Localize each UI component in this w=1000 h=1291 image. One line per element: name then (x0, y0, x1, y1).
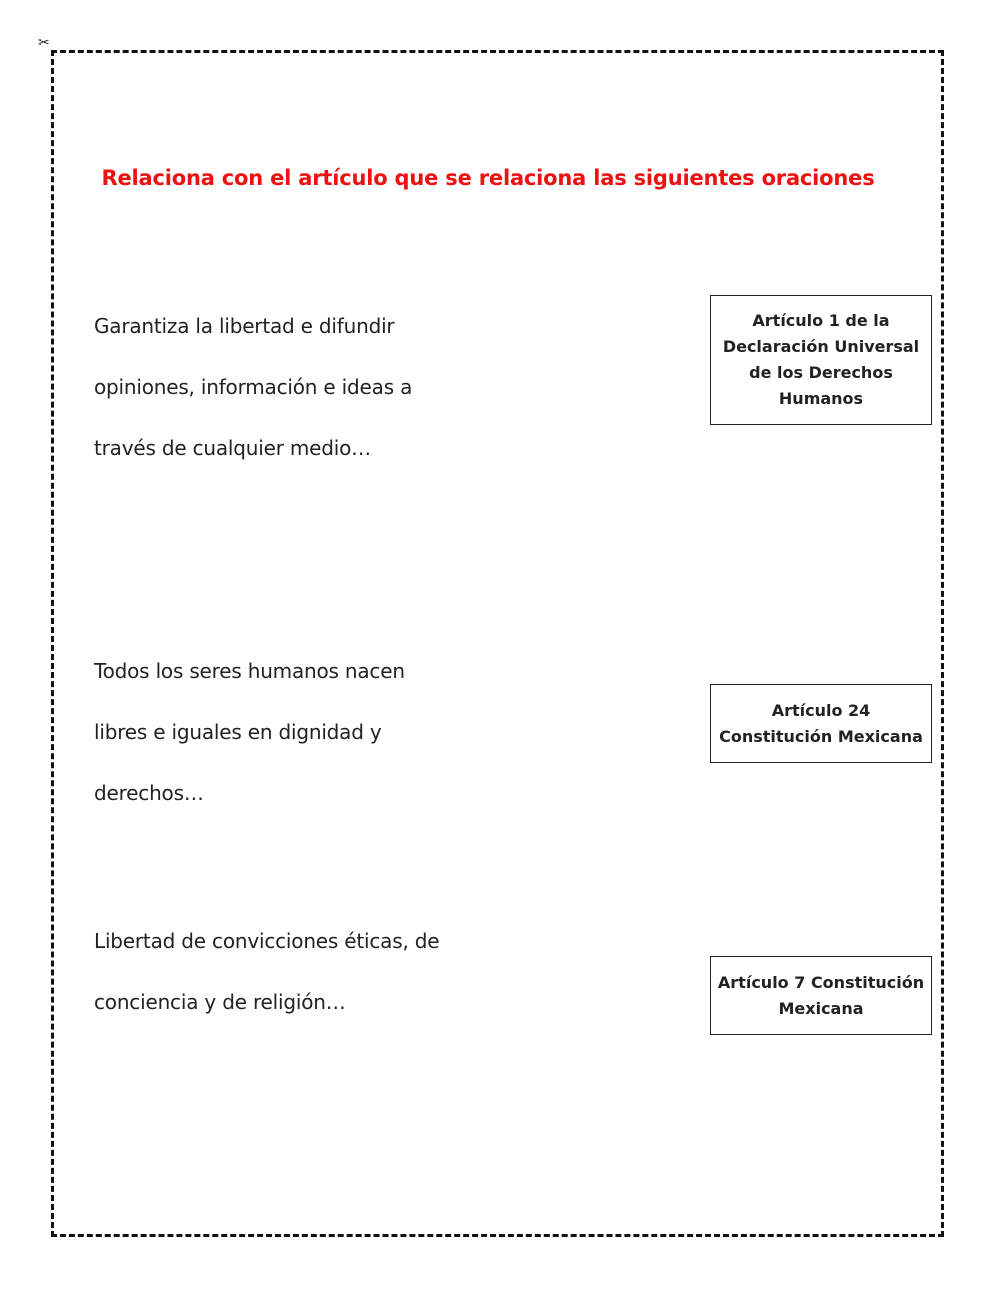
sentence-line: Libertad de convicciones éticas, de (94, 929, 440, 953)
sentence-line: Garantiza la libertad e difundir (94, 314, 395, 338)
article-line: de los Derechos (749, 363, 893, 382)
article-box[interactable] (710, 295, 932, 425)
sentence-line: opiniones, información e ideas a (94, 375, 413, 399)
article-box[interactable] (710, 956, 932, 1035)
sentence-line: derechos… (94, 781, 204, 805)
sentence-line: libres e iguales en dignidad y (94, 720, 382, 744)
sentence-line: conciencia y de religión… (94, 990, 346, 1014)
scissors-icon: ✂ (38, 35, 50, 51)
sentence-line: Todos los seres humanos nacen (94, 659, 405, 683)
sentence-line: través de cualquier medio… (94, 436, 371, 460)
article-line: Artículo 1 de la (752, 311, 890, 330)
article-line: Declaración Universal (722, 337, 920, 356)
article-line: Mexicana (778, 998, 864, 1018)
article-line: Artículo 24 (771, 700, 871, 720)
sentence-item[interactable] (94, 641, 514, 824)
article-line: Humanos (778, 389, 864, 408)
page-title: Relaciona con el artículo que se relaciona las siguientes oraciones (101, 166, 875, 190)
article-line: Artículo 7 Constitución (717, 972, 925, 992)
sentence-item[interactable] (94, 911, 514, 1033)
article-line: Constitución Mexicana (719, 726, 923, 746)
article-box[interactable] (710, 684, 932, 763)
sentence-item[interactable] (94, 296, 514, 479)
